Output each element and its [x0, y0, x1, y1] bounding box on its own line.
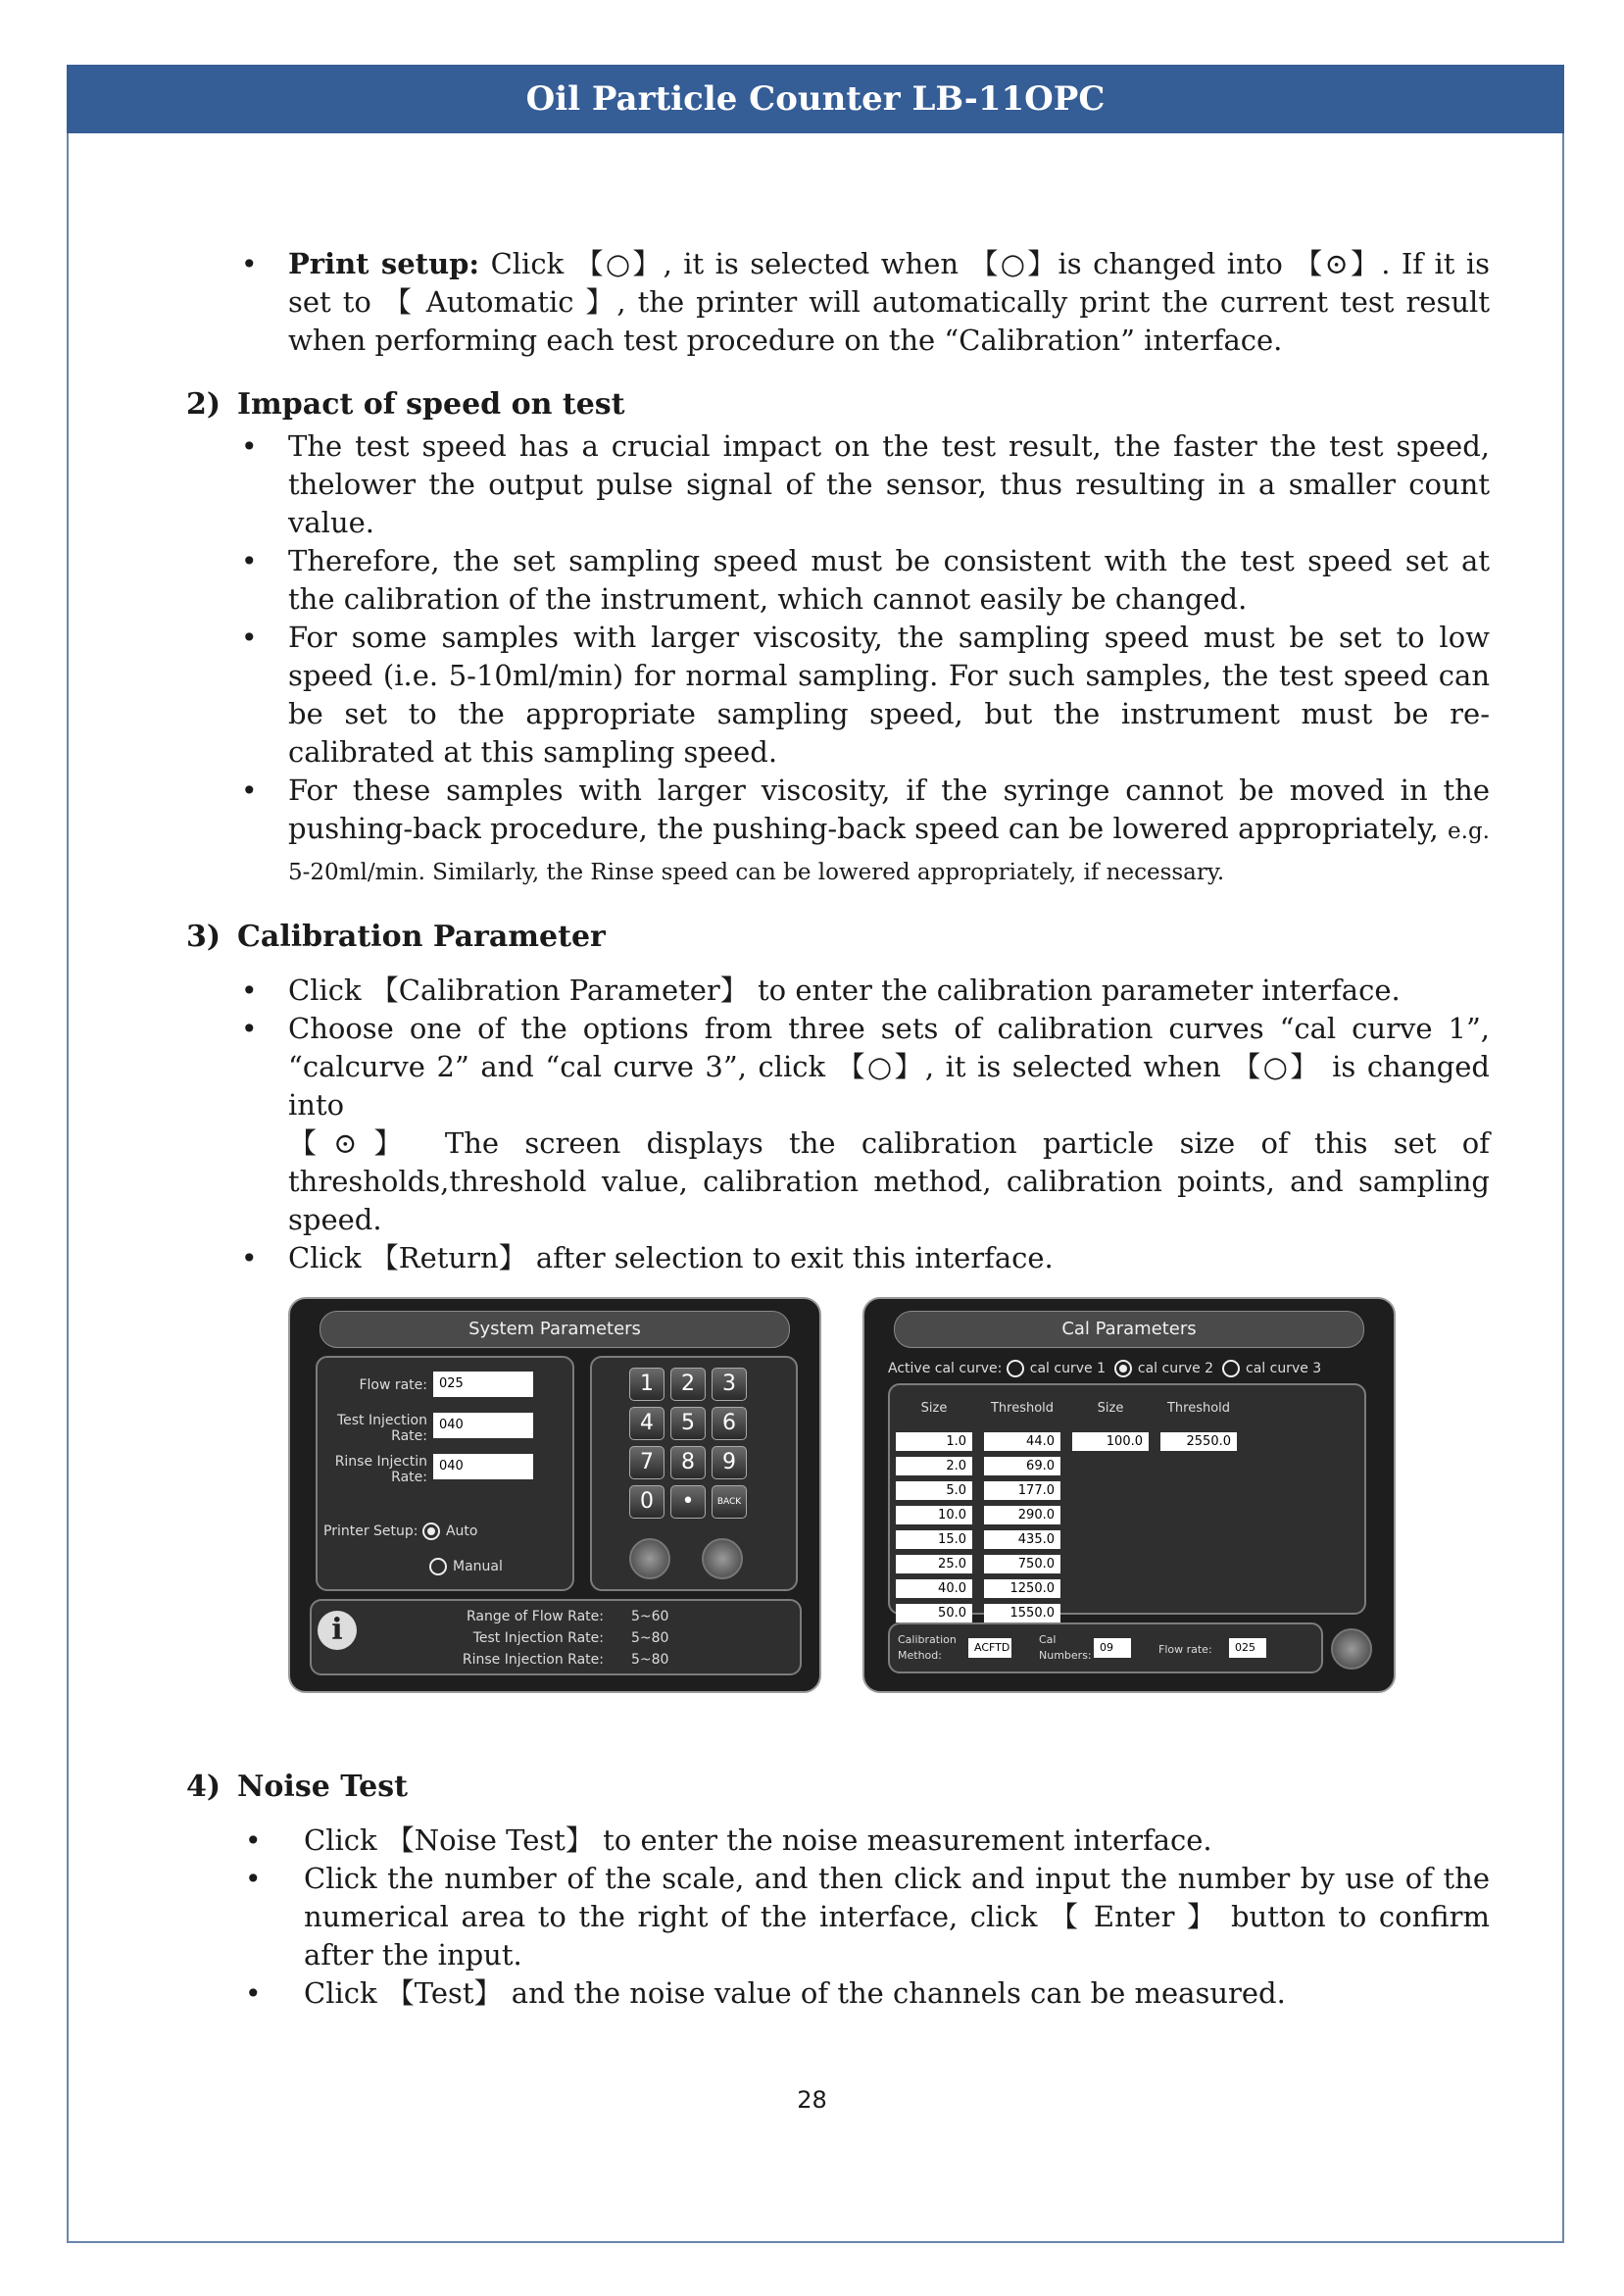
list-item: • Click 【Calibration Parameter】 to enter the calibration parameter interface.	[186, 972, 1490, 1010]
return-button-icon	[629, 1538, 670, 1579]
field-label: Printer Setup:	[323, 1523, 418, 1539]
keypad-key: 8	[670, 1446, 706, 1479]
field-label: Calibration Method:	[898, 1633, 957, 1662]
panel-title: Cal Parameters	[894, 1311, 1364, 1348]
keypad-key: 2	[670, 1368, 706, 1401]
radio-on-icon	[1114, 1360, 1132, 1377]
column-header: Threshold	[1166, 1401, 1231, 1416]
table-row	[890, 1478, 1243, 1503]
table-cell: 1550.0	[984, 1604, 1060, 1622]
table-cell: 2.0	[896, 1457, 972, 1475]
keypad-key: BACK	[712, 1485, 747, 1519]
field-label: Flow rate:	[359, 1377, 427, 1393]
table-cell	[1072, 1530, 1149, 1549]
cal-numbers-field: 09	[1094, 1638, 1131, 1658]
keypad-key: 7	[629, 1446, 664, 1479]
table-cell: 50.0	[896, 1604, 972, 1622]
list-item: • Click the number of the scale, and then click and input the number by use of the numerical area to the right of the interface, click 【 Enter 】 button to confirm after the input.	[186, 1860, 1490, 1974]
column-header: Size	[1097, 1401, 1124, 1416]
keypad-key: •	[670, 1485, 706, 1519]
document-body	[186, 245, 1490, 2013]
option-label: cal curve 3	[1246, 1361, 1322, 1376]
page-number: 28	[797, 2086, 827, 2114]
section-title: Calibration Parameter	[237, 920, 606, 954]
range-label: Range of Flow Rate:	[467, 1609, 604, 1624]
cal-table	[890, 1387, 1243, 1625]
flow-rate-field: 025	[433, 1372, 533, 1397]
rinse-rate-field: 040	[433, 1454, 533, 1479]
field-label: Test Injection Rate:	[336, 1413, 427, 1444]
info-icon: i	[318, 1611, 357, 1650]
active-curve-row	[888, 1360, 1321, 1377]
table-cell: 2550.0	[1160, 1432, 1237, 1451]
field-label: Cal Numbers:	[1039, 1633, 1092, 1662]
print-setup-text: Click 【○】, it is selected when 【○】is changed into 【⊙】. If it is set to 【 Automatic 】, the printer will automatically print the current test result when performing each test procedure on the “Calibration” interface.	[288, 247, 1491, 357]
section-4-heading	[186, 1768, 1490, 1806]
table-cell: 100.0	[1072, 1432, 1149, 1451]
keypad-key: 4	[629, 1407, 664, 1440]
table-row	[890, 1429, 1243, 1454]
list-item-text: For these samples with larger viscosity, if the syringe cannot be moved in the pushing-back procedure, the pushing-back speed can be lowered appropriately,	[288, 774, 1490, 845]
section-3-heading	[186, 918, 1490, 956]
column-header: Threshold	[990, 1401, 1055, 1416]
list-item: • Click 【Return】 after selection to exit this interface.	[186, 1239, 1490, 1277]
list-item	[186, 772, 1490, 892]
table-cell	[1072, 1604, 1149, 1622]
list-item-continuation: 【⊙】 The screen displays the calibration particle size of this set of thresholds,threshold value, calibration method, calibration points, and sampling speed.	[288, 1126, 1490, 1236]
table-cell	[1160, 1457, 1237, 1475]
radio-on-icon	[422, 1522, 440, 1540]
table-cell	[1160, 1579, 1237, 1598]
table-cell	[1160, 1506, 1237, 1524]
table-cell: 435.0	[984, 1530, 1060, 1549]
flow-rate-field: 025	[1229, 1638, 1266, 1658]
keypad-key: 1	[629, 1368, 664, 1401]
method-field: ACFTD	[968, 1638, 1011, 1658]
radio-off-icon	[429, 1558, 447, 1575]
column-header: Size	[920, 1401, 948, 1416]
list-item: • Click 【Test】 and the noise value of the channels can be measured.	[186, 1974, 1490, 2013]
table-cell	[1072, 1555, 1149, 1573]
table-cell	[1072, 1506, 1149, 1524]
section-number: 3)	[186, 920, 221, 954]
cal-parameters-screenshot	[862, 1297, 1396, 1693]
table-cell: 177.0	[984, 1481, 1060, 1500]
table-cell	[1160, 1530, 1237, 1549]
list-item-small-text: e.g. 5-20ml/min. Similarly, the Rinse speed can be lowered appropriately, if necessary.	[288, 819, 1490, 885]
table-cell	[1160, 1604, 1237, 1622]
range-value: 5~60	[631, 1609, 669, 1624]
keypad-key: 0	[629, 1485, 664, 1519]
return-button-icon	[1331, 1628, 1372, 1670]
option-label: Auto	[445, 1523, 478, 1539]
table-cell	[1072, 1579, 1149, 1598]
table-row	[890, 1454, 1243, 1478]
table-cell: 1250.0	[984, 1579, 1060, 1598]
print-setup-label: Print setup:	[288, 247, 480, 280]
option-label: cal curve 2	[1137, 1361, 1214, 1376]
table-cell	[1160, 1481, 1237, 1500]
list-item: • Choose one of the options from three sets of calibration curves “cal curve 1”, “calcurve 2” and “cal curve 3”, click 【○】, it is selected when 【○】 is changed into	[186, 1010, 1490, 1124]
range-value: 5~80	[631, 1652, 669, 1668]
table-cell	[1072, 1481, 1149, 1500]
keypad-key: 3	[712, 1368, 747, 1401]
table-cell: 40.0	[896, 1579, 972, 1598]
print-setup-bullet	[186, 245, 1490, 360]
table-row	[890, 1576, 1243, 1601]
section-title: Impact of speed on test	[237, 387, 625, 422]
table-row	[890, 1552, 1243, 1576]
page-header: Oil Particle Counter LB-11OPC	[67, 65, 1564, 133]
range-value: 5~80	[631, 1630, 669, 1646]
section-title: Noise Test	[237, 1770, 408, 1804]
panel-title: System Parameters	[320, 1311, 790, 1348]
test-rate-field: 040	[433, 1413, 533, 1438]
table-cell: 5.0	[896, 1481, 972, 1500]
table-cell: 44.0	[984, 1432, 1060, 1451]
table-cell: 25.0	[896, 1555, 972, 1573]
list-item: • For some samples with larger viscosity, the sampling speed must be set to low speed (i.e. 5-10ml/min) for normal sampling. For such samples, the test speed can be set to the appropriate sampling speed, but the instrument must be re-calibrated at this sampling speed.	[186, 619, 1490, 772]
table-cell: 750.0	[984, 1555, 1060, 1573]
system-parameters-screenshot	[288, 1297, 821, 1693]
field-label: Rinse Injectin Rate:	[334, 1454, 427, 1485]
keypad-key: 5	[670, 1407, 706, 1440]
table-cell: 15.0	[896, 1530, 972, 1549]
list-item: • Click 【Noise Test】 to enter the noise measurement interface.	[186, 1822, 1490, 1860]
section-number: 2)	[186, 387, 221, 422]
enter-button-icon	[702, 1538, 743, 1579]
figure-row	[186, 1297, 1490, 1709]
table-cell: 1.0	[896, 1432, 972, 1451]
table-cell	[1072, 1457, 1149, 1475]
field-label: Flow rate:	[1158, 1643, 1212, 1656]
table-cell	[1160, 1555, 1237, 1573]
list-item: • The test speed has a crucial impact on the test result, the faster the test speed, thelower the output pulse signal of the sensor, thus resulting in a smaller count value.	[186, 427, 1490, 542]
table-cell: 10.0	[896, 1506, 972, 1524]
field-label: Active cal curve:	[888, 1361, 1003, 1376]
printer-setup-option	[323, 1522, 477, 1540]
table-cell: 290.0	[984, 1506, 1060, 1524]
range-label: Rinse Injection Rate:	[462, 1652, 604, 1668]
keypad-key: 6	[712, 1407, 747, 1440]
radio-off-icon	[1007, 1360, 1024, 1377]
section-number: 4)	[186, 1770, 221, 1804]
table-row	[890, 1503, 1243, 1527]
keypad-key: 9	[712, 1446, 747, 1479]
option-label: cal curve 1	[1029, 1361, 1106, 1376]
section-2-heading	[186, 385, 1490, 424]
option-label: Manual	[453, 1559, 503, 1574]
table-row	[890, 1527, 1243, 1552]
table-cell: 69.0	[984, 1457, 1060, 1475]
list-item: • Therefore, the set sampling speed must be consistent with the test speed set at the calibration of the instrument, which cannot easily be changed.	[186, 542, 1490, 619]
radio-off-icon	[1222, 1360, 1240, 1377]
range-label: Test Injection Rate:	[472, 1630, 604, 1646]
printer-setup-option	[429, 1558, 503, 1575]
